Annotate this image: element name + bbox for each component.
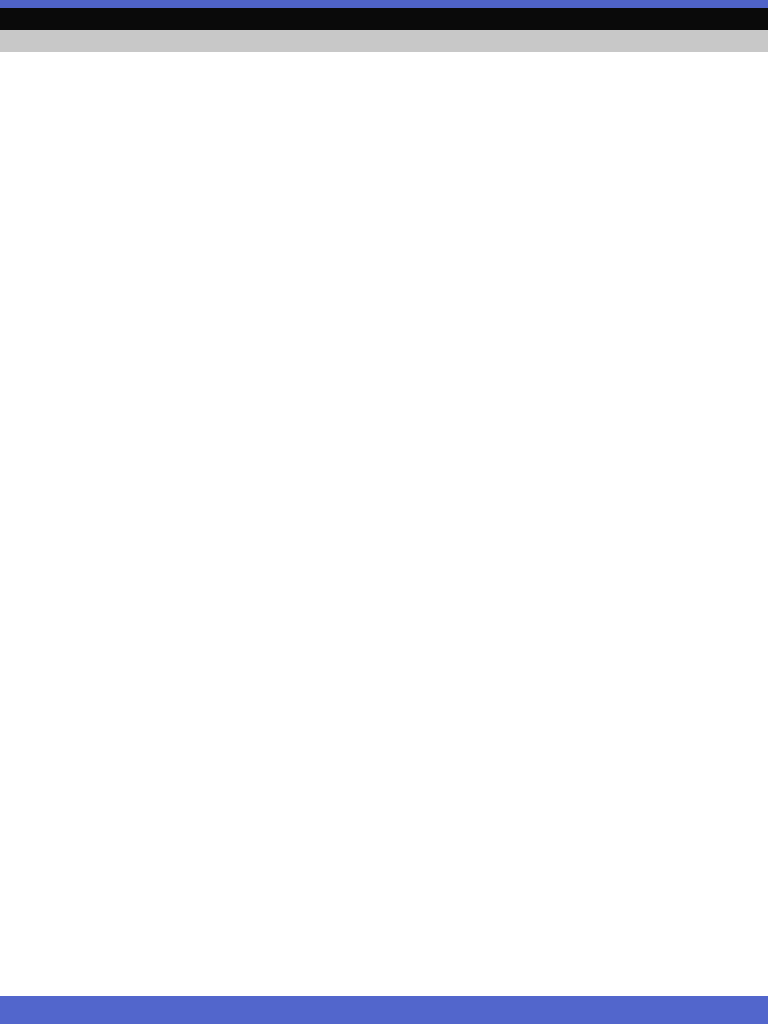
- section-paragraph: [32, 792, 724, 838]
- section-paragraph: [32, 368, 724, 460]
- section-paragraph: [32, 966, 724, 990]
- page-title: [0, 8, 768, 30]
- indented-list: [50, 688, 724, 722]
- top-accent-strip: [0, 0, 768, 8]
- intro-paragraph: [32, 78, 724, 102]
- indented-list: [50, 348, 724, 366]
- section-paragraph: [32, 304, 724, 344]
- page-subtitle: [0, 30, 768, 52]
- section-paragraph: [32, 726, 724, 786]
- section-paragraph: [32, 868, 724, 964]
- section-paragraph: [32, 158, 724, 226]
- section-paragraph: [32, 464, 724, 564]
- footer-bar: [0, 996, 768, 1024]
- section-paragraph: [32, 592, 724, 684]
- document-body: [32, 52, 732, 992]
- indented-list: [50, 568, 724, 588]
